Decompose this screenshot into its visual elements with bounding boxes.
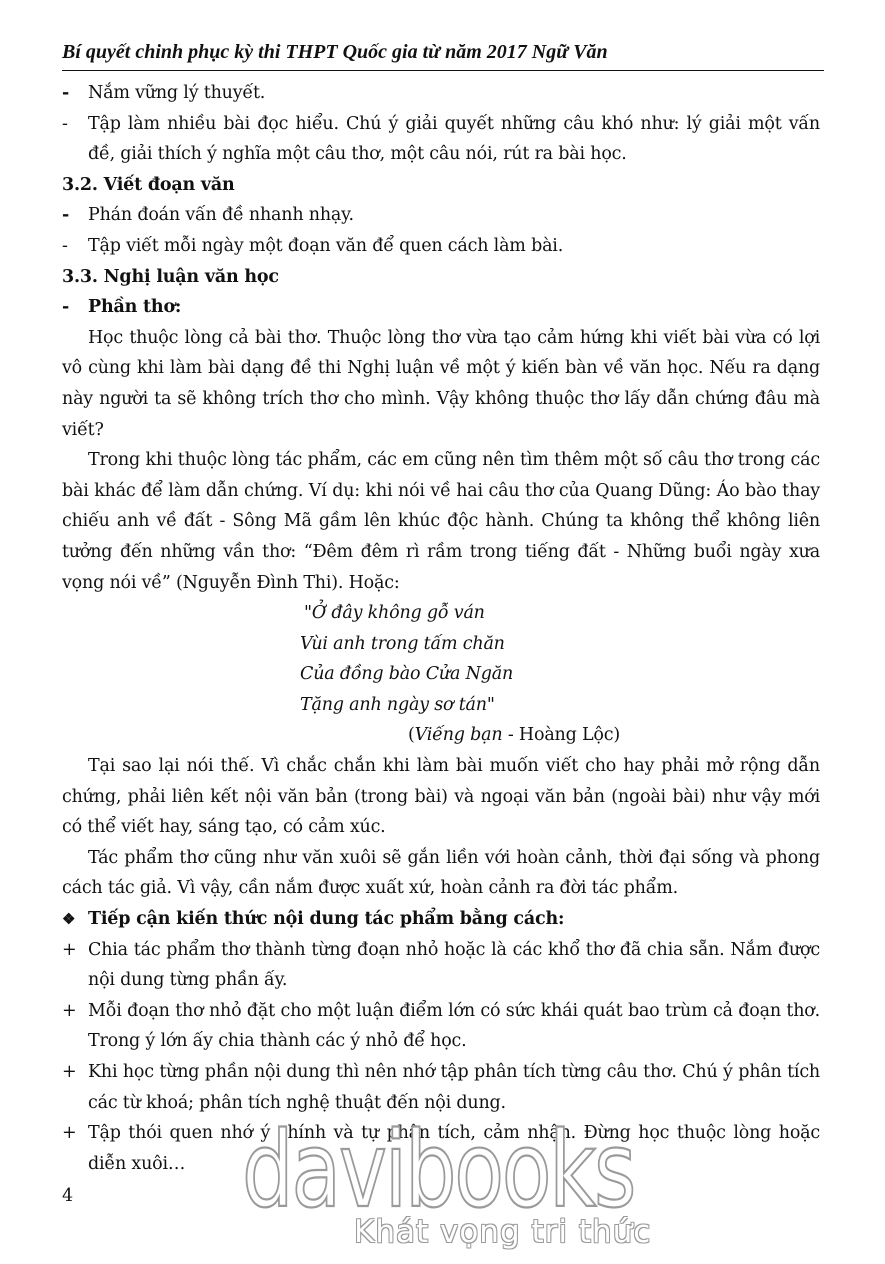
poem-line: Vùi anh trong tấm chăn <box>300 633 505 654</box>
sub-heading <box>62 292 820 323</box>
section-heading: 3.3. Nghị luận văn học <box>62 266 279 287</box>
dash-marker: - <box>62 113 68 134</box>
plus-item <box>62 935 820 996</box>
poem-line: Tặng anh ngày sơ tán" <box>300 694 495 715</box>
plus-marker: + <box>62 1000 77 1021</box>
bullet-text: Phán đoán vấn đề nhanh nhạy. <box>88 205 354 226</box>
approach-heading-text: Tiếp cận kiến thức nội dung tác phẩm bằng cách: <box>88 909 565 930</box>
running-header: Bí quyết chinh phục kỳ thi THPT Quốc gia từ năm 2017 Ngữ Văn <box>62 36 824 71</box>
plus-item-text: Tập thói quen nhớ ý chính và tự phân tích, cảm nhận. Đừng học thuộc lòng hoặc diễn xuôi… <box>88 1123 820 1174</box>
plus-item-text: Mỗi đoạn thơ nhỏ đặt cho một luận điểm lớn có sức khái quát bao trùm cả đoạn thơ. Trong ý lớn ấy chia thành các ý nhỏ để học. <box>88 1000 820 1052</box>
paragraph: Tại sao lại nói thế. Vì chắc chắn khi làm bài muốn viết cho hay phải mở rộng dẫn chứng, phải liên kết nội văn bản (trong bài) và ngoại văn bản (ngoài bài) như vậy mới có thể viết hay, sáng tạo, có cảm xúc. <box>62 756 820 838</box>
plus-marker: + <box>62 1062 77 1082</box>
plus-item-text: Chia tác phẩm thơ thành từng đoạn nhỏ hoặc là các khổ thơ đã chia sẵn. Nắm được nội dung từng phần ấy. <box>88 939 820 991</box>
plus-marker: + <box>62 939 77 960</box>
poem-source-author: - Hoàng Lộc) <box>502 725 620 746</box>
poem-line: Của đồng bào Cửa Ngăn <box>300 664 514 685</box>
watermark-logo-text: davibooks <box>242 1118 634 1228</box>
paragraph: Học thuộc lòng cả bài thơ. Thuộc lòng thơ vừa tạo cảm hứng khi viết bài vừa có lợi vô cùng khi làm bài dạng đề thi Nghị luận về một ý kiến bàn về văn học. Nếu ra dạng này người ta sẽ không trích thơ cho mình. Vậy không thuộc thơ lấy dẫn chứng đâu mà viết? <box>62 327 820 440</box>
plus-item <box>62 996 820 1057</box>
section-heading: 3.2. Viết đoạn văn <box>62 174 235 195</box>
approach-heading <box>62 904 820 935</box>
open-paren: ( <box>408 725 415 746</box>
page-content <box>62 78 820 1179</box>
paragraph: Tác phẩm thơ cũng như văn xuôi sẽ gắn liền với hoàn cảnh, thời đại sống và phong cách tác giả. Vì vậy, cần nắm được xuất xứ, hoàn cảnh ra đời tác phẩm. <box>62 847 820 899</box>
dash-marker: - <box>62 235 68 256</box>
poem-source-title: Viếng bạn <box>414 725 503 746</box>
plus-item <box>62 1057 820 1118</box>
bullet-text: Tập viết mỗi ngày một đoạn văn để quen cách làm bài. <box>88 235 564 256</box>
plus-item-text: Khi học từng phần nội dung thì nên nhớ tập phân tích từng câu thơ. Chú ý phân tích các từ khoá; phân tích nghệ thuật đến nội dung. <box>88 1062 820 1113</box>
bullet-text: Nắm vững lý thuyết. <box>88 83 266 103</box>
poem-line: "Ở đây không gỗ ván <box>304 603 485 624</box>
poem-source <box>408 720 820 751</box>
sub-heading-text: Phần thơ: <box>88 297 182 318</box>
bullet-item <box>62 109 820 170</box>
watermark-slogan: Khát vọng tri thức <box>354 1214 652 1250</box>
dash-marker: - <box>62 205 70 226</box>
dash-marker: - <box>62 297 70 318</box>
bullet-item <box>62 200 820 231</box>
paragraph: Trong khi thuộc lòng tác phẩm, các em cũng nên tìm thêm một số câu thơ trong các bài khác để làm dẫn chứng. Ví dụ: khi nói về hai câu thơ của Quang Dũng: Áo bào thay chiếu anh về đất - Sông Mã gầm lên khúc độc hành. Chúng ta không thể không liên tưởng đến những vần thơ: “Đêm đêm rì rầm trong tiếng đất - Những buổi ngày xưa vọng nói về” (Nguyễn Đình Thi). Hoặc: <box>62 450 820 593</box>
poem-quote <box>300 598 820 720</box>
plus-marker: + <box>62 1123 77 1144</box>
bullet-item <box>62 231 820 262</box>
diamond-icon: ❖ <box>62 910 76 929</box>
bullet-item <box>62 78 820 109</box>
dash-marker: - <box>62 83 70 103</box>
bullet-text: Tập làm nhiều bài đọc hiểu. Chú ý giải quyết những câu khó như: lý giải một vấn đề, giải thích ý nghĩa một câu thơ, một câu nói, rút ra bài học. <box>88 113 820 165</box>
davibooks-watermark-logo <box>238 1118 638 1228</box>
page-number: 4 <box>62 1186 74 1206</box>
